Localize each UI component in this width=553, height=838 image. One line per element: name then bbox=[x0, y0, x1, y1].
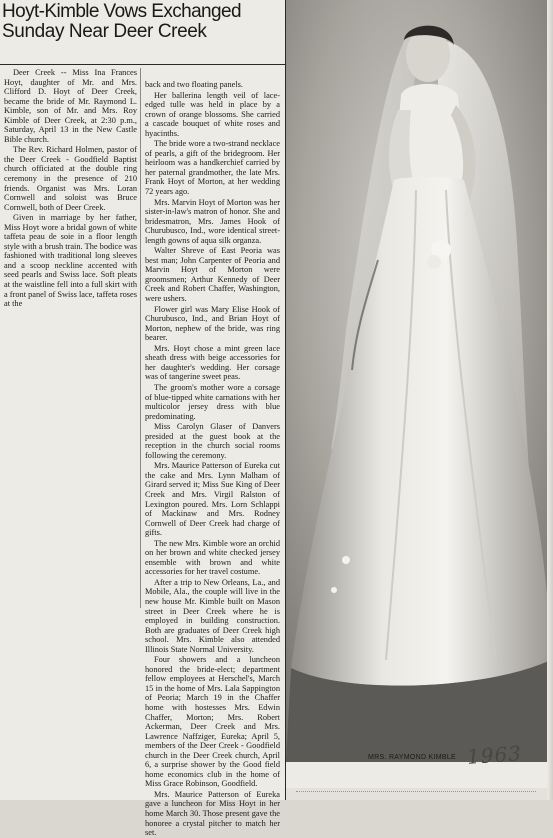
bride-photo bbox=[286, 0, 553, 762]
paragraph: Mrs. Marvin Hoyt of Morton was her sister-in-law's matron of honor. She and bridesmatron, Mrs. James Hook of Churubusco, Ind., wore identical street-length gowns of aqua silk organza. bbox=[145, 197, 280, 245]
photo-caption: MRS. RAYMOND KIMBLE bbox=[368, 754, 457, 761]
paragraph: Four showers and a luncheon honored the bride-elect; department fellow employees at Herschel's, March 15 in the home of Mrs. Lala Sappington of Peoria; March 19 in the Chaffer home with hostesses Mrs. Edwin Chaffer, Morton; Mrs. Robert Ackerman, Deer Creek and Mrs. Lawrence Naffziger, Eureka; April 5, members of the Deer Creek - Goodfield church in the Deer Creek church, April 6, a surprise shower by the Good field home economics club in the home of Miss Grace Robinson, Goodfield. bbox=[145, 655, 280, 789]
paragraph: Mrs. Maurice Patterson of Eureka gave a luncheon for Miss Hoyt in her home March 30. Those present gave the honoree a crystal pitcher to match her set. bbox=[145, 789, 280, 838]
handwritten-year: 1963 bbox=[466, 741, 523, 769]
column-divider bbox=[140, 68, 141, 608]
article-column-1 bbox=[4, 68, 137, 608]
paragraph: The new Mrs. Kimble wore an orchid on her brown and white checked jersey ensemble with brown and white accessories for her travel costume. bbox=[145, 538, 280, 577]
clipping-edge bbox=[547, 0, 553, 800]
paragraph: The Rev. Richard Holmen, pastor of the Deer Creek - Goodfield Baptist church officiated at the double ring ceremony in the presence of 210 friends. Organist was Mrs. Loran Cornwell and soloist was Bruce Cornwell, both of Deer Creek. bbox=[4, 145, 137, 212]
paragraph: The bride wore a two-strand necklace of pearls, a gift of the bridegroom. Her heirloom was a handkerchief carried by her paternal grandmother, the late Mrs. Frank Hoyt of Morton, at her wedding 72 years ago. bbox=[145, 139, 280, 197]
headline-line-1: Hoyt-Kimble Vows Exchanged bbox=[2, 1, 241, 22]
paragraph: Miss Carolyn Glaser of Danvers presided at the guest book at the reception in the church social rooms following the ceremony. bbox=[145, 422, 280, 460]
paragraph: back and two floating panels. bbox=[145, 80, 244, 89]
paragraph: Mrs. Hoyt chose a mint green lace sheath dress with beige accessories for her daughter's wedding. Her corsage was of tangerine sweet peas. bbox=[145, 343, 280, 382]
paragraph: Given in marriage by her father, Miss Hoyt wore a bridal gown of white taffeta peau de soie in a floor length style with a brush train. The bodice was fashioned with traditional long sleeves and a scoop neckline accented with seed pearls and Swiss lace. Soft pleats at the waistline fell into a full skirt with a front panel of Swiss lace, taffeta roses at the bbox=[4, 213, 137, 309]
paragraph: Mrs. Maurice Patterson of Eureka cut the cake and Mrs. Lynn Malham of Girard served it; Miss Sue King of Deer Creek and Mrs. Virgil Ralston of Lexington poured. Mrs. Lorn Schlappi of Mackinaw and Mrs. Rodney Cornwell of Deer Creek had charge of gifts. bbox=[145, 461, 280, 538]
paragraph: Her ballerina length veil of lace-edged tulle was held in place by a crown of orange blossoms. She carried a cascade bouquet of white roses and hyacinths. bbox=[145, 90, 280, 138]
article-column-2 bbox=[145, 80, 280, 838]
paragraph: Walter Shreve of East Peoria was best man; John Carpenter of Peoria and Marvin Hoyt of Morton were groomsmen; Arthur Kennedy of Deer Creek and Robert Chaffer, Washington, were ushers. bbox=[145, 246, 280, 304]
paragraph: The groom's mother wore a corsage of blue-tipped white carnations with her multicolor jersey dress with blue predominating. bbox=[145, 382, 280, 421]
paragraph: After a trip to New Orleans, La., and Mobile, Ala., the couple will live in the new house Mr. Kimble built on Mason street in Deer Creek where he is employed in building construction. Both are graduates of Deer Creek high school. Mrs. Kimble also attended Illinois State Normal University. bbox=[145, 577, 280, 654]
headline-line-2: Sunday Near Deer Creek bbox=[2, 20, 207, 42]
cut-off-text-line bbox=[296, 791, 536, 795]
paragraph: Deer Creek -- Miss Ina Frances Hoyt, daughter of Mr. and Mrs. Clifford D. Hoyt of Deer Creek, became the bride of Mr. Raymond L. Kimble, son of Mr. and Mrs. Roy Kimble of Deer Creek, at 2:30 p.m., Saturday, April 13 in the New Castle Bible church. bbox=[4, 68, 137, 144]
paragraph: Flower girl was Mary Elise Hook of Churubusco, Ind., and Brian Hoyt of Morton, nephew of the bride, was ring bearer. bbox=[145, 304, 280, 343]
headline bbox=[2, 2, 285, 42]
adjacent-clipping-edge bbox=[286, 788, 553, 800]
